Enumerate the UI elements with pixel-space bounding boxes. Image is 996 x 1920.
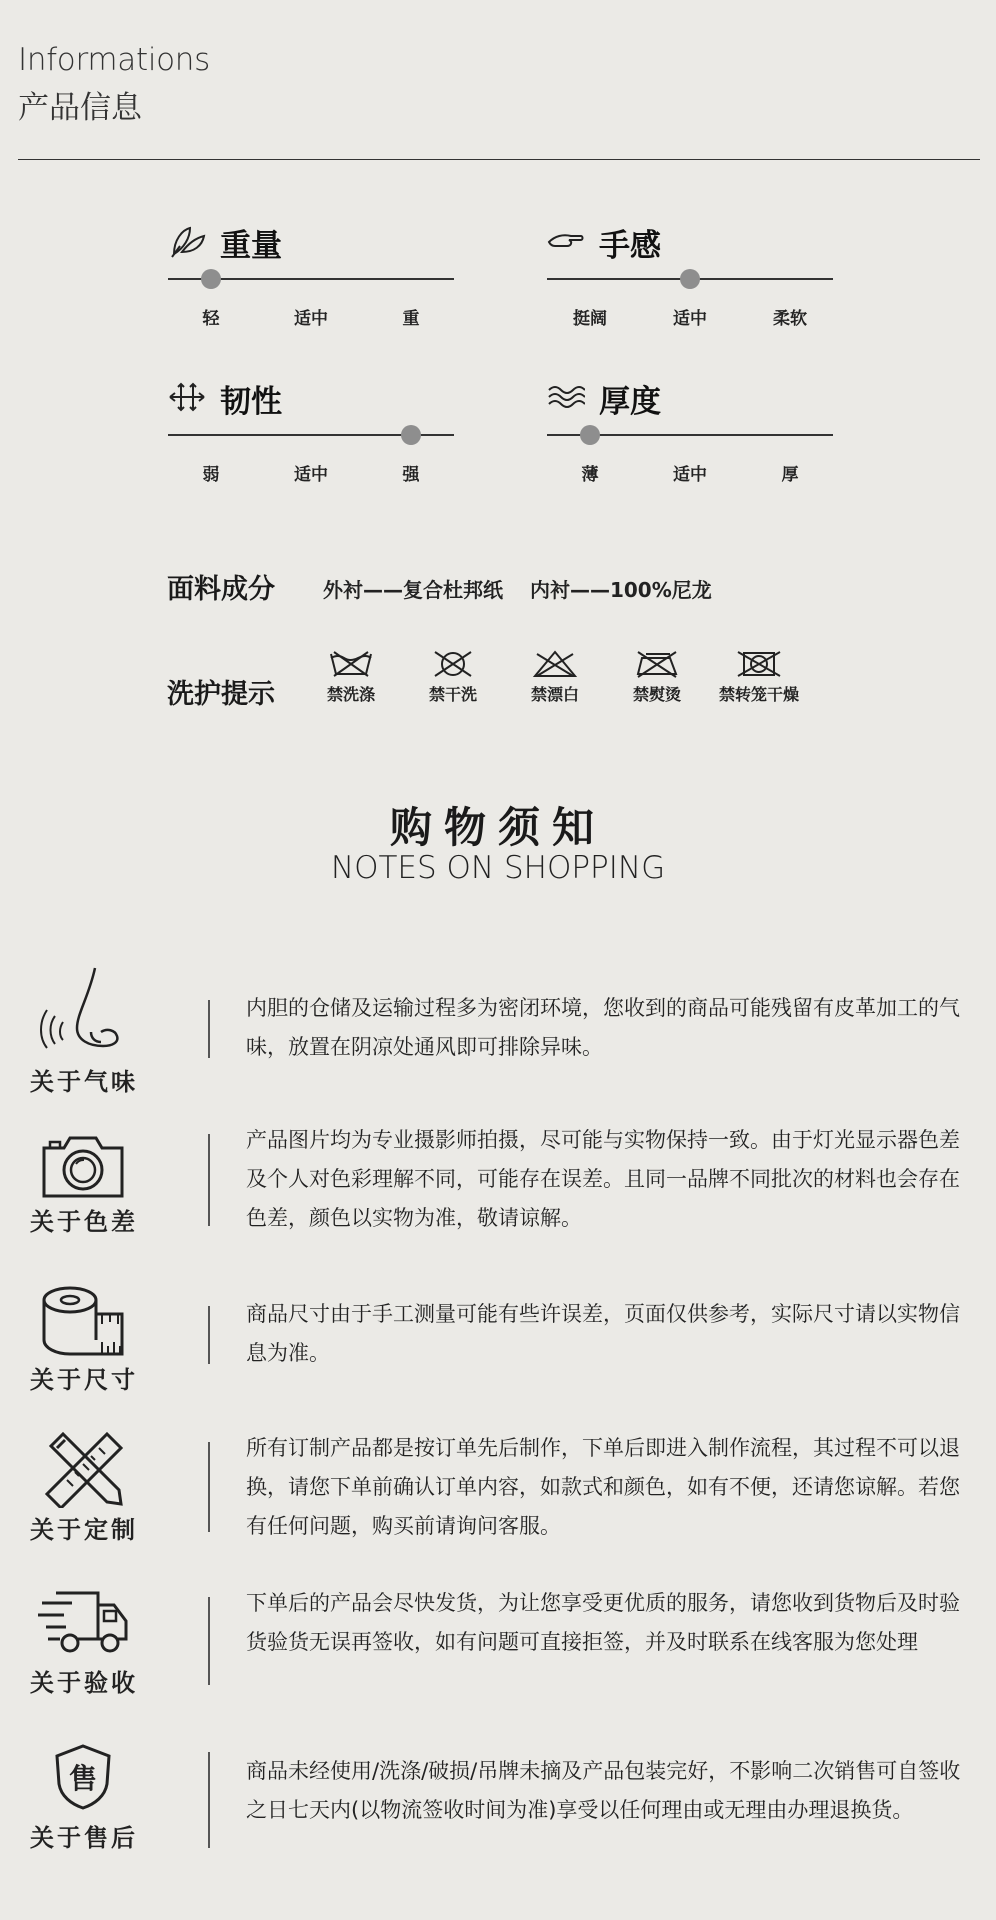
note-text: 商品尺寸由于手工测量可能有些许误差，页面仅供参考，实际尺寸请以实物信息为准。 [246,1302,960,1365]
care-item-label: 禁洗涤 [326,685,375,704]
attribute-name: 厚度 [599,384,661,420]
slider-label-low: 弱 [202,465,220,485]
slider-label-high: 厚 [781,465,799,485]
no-dry-clean-icon [430,650,476,678]
slider-label-high: 强 [402,465,420,485]
note-name: 关于色差 [30,1208,138,1236]
care-item-no-iron [602,650,712,705]
after-sale-badge-icon [53,1744,113,1810]
note-divider [208,1134,210,1226]
attribute-name: 重量 [220,228,282,264]
care-item-label: 禁干洗 [428,685,477,704]
measuring-tape-icon [40,1284,126,1360]
no-bleach-icon [532,650,578,678]
note-divider [208,1752,210,1848]
note-text: 内胆的仓储及运输过程多为密闭环境，您收到的商品可能残留有皮革加工的气味，放置在阴凉处通风即可排除异味。 [246,996,960,1059]
slider-label-low: 薄 [581,465,599,485]
note-text: 下单后的产品会尽快发货，为让您享受更优质的服务，请您收到货物后及时验货验货无误再签收，如有问题可直接拒签，并及时联系在线客服为您处理 [246,1591,960,1654]
care-item-no-wash [296,650,406,705]
note-divider [208,1442,210,1532]
header-title-cn: 产品信息 [18,90,142,126]
note-name: 关于售后 [30,1824,138,1852]
note-text: 产品图片均为专业摄影师拍摄，尽可能与实物保持一致。由于灯光显示器色差及个人对色彩理解不同，可能存在误差。且同一品牌不同批次的材料也会存在色差，颜色以实物为准，敬请谅解。 [246,1128,960,1230]
care-item-label: 禁熨烫 [632,685,681,704]
note-divider [208,1306,210,1364]
delivery-truck-icon [36,1589,130,1655]
slider-label-low: 轻 [202,309,220,329]
slider-knob [580,425,600,445]
slider-knob [680,269,700,289]
no-iron-icon [634,650,680,678]
slider-label-mid: 适中 [294,465,328,485]
attribute-thickness [547,366,837,486]
stretch-icon [168,380,206,414]
header-title-en: Informations [18,42,210,78]
leaf-icon [168,224,206,258]
care-item-label: 禁漂白 [530,685,579,704]
notes-title-en: NOTES ON SHOPPING [330,850,666,886]
note-name: 关于定制 [30,1516,138,1544]
svg-text:售: 售 [68,1762,98,1795]
note-text: 商品未经使用/洗涤/破损/吊牌未摘及产品包装完好，不影响二次销售可自签收之日七天内(以物流签收时间为准)享受以任何理由或无理由办理退换货。 [246,1759,961,1822]
notes-title-cn: 购物须知 [389,803,606,852]
pencil-ruler-icon [41,1432,125,1508]
care-item-no-tumble-dry [704,650,814,705]
note-name: 关于气味 [30,1068,138,1096]
attribute-toughness [168,366,458,486]
composition-text: 外衬——复合杜邦纸 内衬——100%尼龙 [323,578,712,602]
attribute-weight [168,210,458,330]
nose-icon [33,966,133,1056]
attribute-name: 韧性 [220,384,282,420]
slider-label-mid: 适中 [294,309,328,329]
care-label: 洗护提示 [167,679,275,710]
care-item-no-bleach [500,650,610,705]
waves-icon [547,380,585,414]
header-divider [18,159,980,160]
note-name: 关于尺寸 [30,1366,138,1394]
slider-knob [201,269,221,289]
care-item-no-dry-clean [398,650,508,705]
attribute-name: 手感 [599,228,661,264]
slider-label-low: 挺阔 [573,309,607,329]
no-wash-icon [328,650,374,678]
note-divider [208,1000,210,1058]
attribute-hand-feel [547,210,837,330]
slider-knob [401,425,421,445]
note-text: 所有订制产品都是按订单先后制作，下单后即进入制作流程，其过程不可以退换，请您下单前确认订单内容，如款式和颜色，如有不便，还请您谅解。若您有任何问题，购买前请询问客服。 [246,1436,960,1538]
hand-icon [547,224,585,258]
slider-label-high: 柔软 [773,309,807,329]
slider-label-high: 重 [402,309,420,329]
note-divider [208,1597,210,1685]
care-item-label: 禁转笼干燥 [718,685,799,704]
composition-label: 面料成分 [167,574,275,605]
slider-label-mid: 适中 [673,309,707,329]
note-name: 关于验收 [30,1669,138,1697]
slider-label-mid: 适中 [673,465,707,485]
camera-icon [40,1130,126,1200]
no-tumble-dry-icon [736,650,782,678]
